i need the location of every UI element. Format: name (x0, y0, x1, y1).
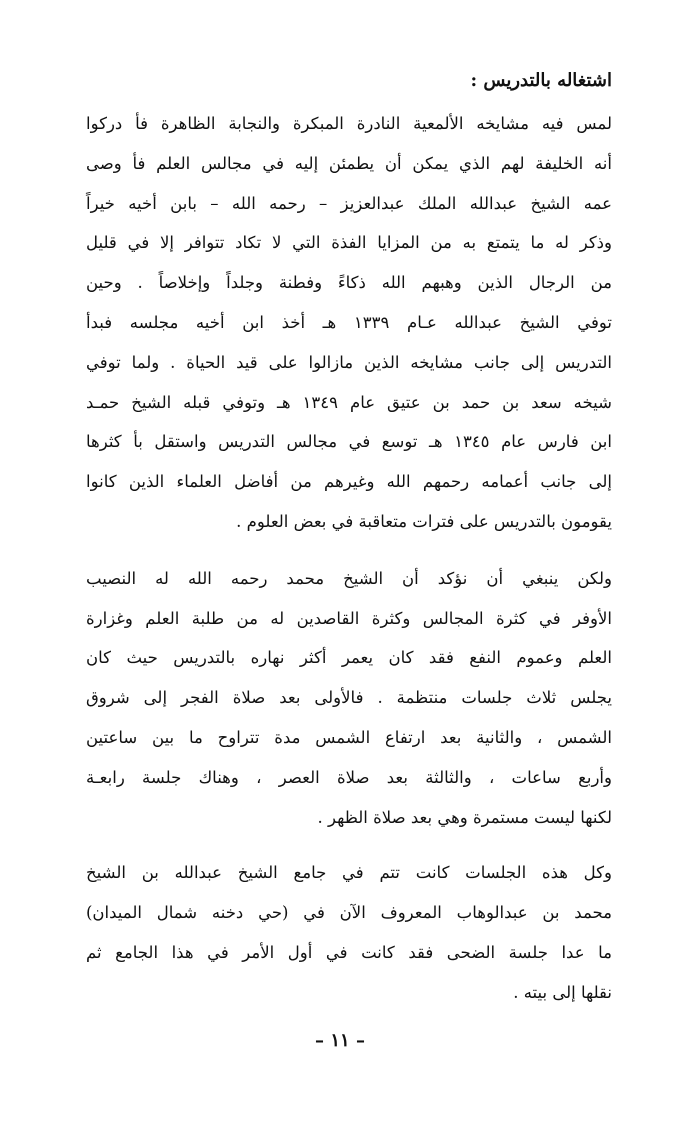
text-line: شيخه سعد بن حمد بن عتيق عام ١٣٤٩ هـ وتوفي قبله الشيخ حمـد (86, 392, 612, 412)
text-line: وكل هذه الجلسات كانت تتم في جامع الشيخ عبدالله بن الشيخ (86, 863, 612, 883)
text-line: ما عدا جلسة الضحى فقد كانت في أول الأمر في هذا الجامع ثم (86, 942, 612, 962)
page-number: – ١١ – (315, 1030, 365, 1051)
text-line: محمد بن عبدالوهاب المعروف الآن في (حي دخنه شمال الميدان) (86, 903, 612, 923)
text-line: يجلس ثلاث جلسات منتظمة . فالأولى بعد صلاة الفجر إلى شروق (86, 688, 612, 708)
text-line: إلى جانب أعمامه رحمهم الله وغيرهم من أفاضل العلماء الذين كانوا (86, 472, 612, 492)
document-page (86, 66, 612, 1013)
paragraph-location (86, 853, 612, 1012)
text-line: وذكر له ما يتمتع به من المزايا الفذة التي لا تكاد تتوافر إلا في قليل (86, 233, 612, 253)
text-line: أنه الخليفة لهم الذي يمكن أن يطمئن إليه في مجالس العلم فأ وصى (86, 153, 612, 173)
text-line: لمس فيه مشايخه الألمعية النادرة المبكرة والنجابة الظاهرة فأ دركوا (86, 114, 612, 133)
text-line: توفي الشيخ عبدالله عـام ١٣٣٩ هـ أخذ ابن أخيه مجلسه فبدأ (86, 312, 612, 332)
text-line: الأوفر في كثرة المجالس وكثرة القاصدين له من طلبة العلم وغزارة (86, 608, 612, 628)
text-line: ولكن ينبغي أن نؤكد أن الشيخ محمد رحمه الله له النصيب (86, 568, 612, 588)
section-heading: اشتغاله بالتدريس : (470, 70, 612, 91)
text-line: ابن فارس عام ١٣٤٥ هـ توسع في مجالس التدريس واستقل بأ كثرها (86, 432, 612, 452)
paragraph-sessions (86, 559, 612, 838)
text-line: يقومون بالتدريس على فترات متعاقبة في بعض العلوم . (236, 511, 612, 531)
text-line: التدريس إلى جانب مشايخه الذين مازالوا على قيد الحياة . ولما توفي (86, 352, 612, 372)
text-line: وأربع ساعات ، والثالثة بعد صلاة العصر ، وهناك جلسة رابعـة (86, 767, 612, 787)
text-line: عمه الشيخ عبدالله الملك عبدالعزيز – رحمه الله – بابن أخيه خيراً (86, 193, 612, 213)
text-line: العلم وعموم النفع فقد كان يعمر أكثر نهاره بالتدريس حيث كان (86, 648, 612, 668)
text-line: نقلها إلى بيته . (513, 982, 612, 1002)
text-line: من الرجال الذين وهبهم الله ذكاءً وفطنة وجلداً وإخلاصاً . وحين (86, 273, 612, 293)
paragraph-teaching-start (86, 104, 612, 542)
text-line: الشمس ، والثانية بعد ارتفاع الشمس مدة تتراوح ما بين ساعتين (86, 727, 612, 747)
text-line: لكنها ليست مستمرة وهي بعد صلاة الظهر . (317, 807, 612, 827)
